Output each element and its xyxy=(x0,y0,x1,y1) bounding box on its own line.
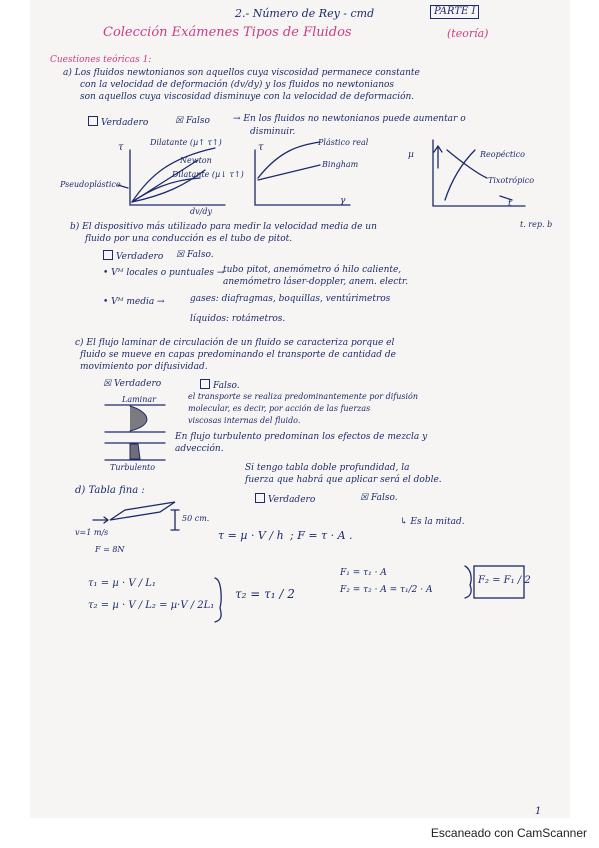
equation-tau2: τ₂ = µ · V / L₂ = µ·V / 2L₁ xyxy=(88,600,215,611)
topic-heading: 2.- Número de Rey - cmd xyxy=(235,7,375,20)
brace-tau xyxy=(215,578,221,622)
qc-option-true: ☒ Verdadero xyxy=(103,379,162,389)
graph1-label-plastic: Dilatante (µ↓ τ↑) xyxy=(172,170,244,179)
qb-checkbox-true xyxy=(103,250,113,260)
qd-option-true: Verdadero xyxy=(255,493,315,505)
section-label: Cuestiones teóricas 1: xyxy=(50,55,152,65)
qd-statement-2: fuerza que habrá que aplicar será el doble. xyxy=(245,475,442,485)
qc-text-2: fluido se mueve en capas predominando el transporte de cantidad de xyxy=(80,350,396,360)
qa-text-1: a) Los fluidos newtonianos son aquellos cuya viscosidad permanece constante xyxy=(63,68,420,78)
equation-f1: F₁ = τ₁ · A xyxy=(340,568,387,578)
graph2-axis-x: γ xyxy=(340,196,346,206)
qb-bullet1-label: • Vᴹ locales o puntuales → xyxy=(103,268,225,278)
graph3-axis-x: t xyxy=(508,199,512,209)
turbulent-note-2: advección. xyxy=(175,444,224,454)
graph3-axis-y: µ xyxy=(408,150,414,160)
qb-bullet1-text-2: anemómetro láser-doppler, anem. electr. xyxy=(223,277,409,287)
page-subtitle: (teoría) xyxy=(447,27,489,40)
qd-checkbox-false-checked: ☒ xyxy=(360,493,369,503)
graph1-axis-y: τ xyxy=(118,142,124,153)
depth-bracket xyxy=(171,510,179,530)
laminar-note-2: molecular, es decir, por acción de las fuerzas xyxy=(188,404,371,413)
scanner-watermark: Escaneado con CamScanner xyxy=(430,826,587,840)
qa-text-2: con la velocidad de deformación (dv/dy) y los fluidos no newtonianos xyxy=(80,80,395,90)
qb-bullet2-text-2: líquidos: rotámetros. xyxy=(190,314,286,324)
qd-checkbox-true xyxy=(255,493,265,503)
qb-text-1: b) El dispositivo más utilizado para medir la velocidad media de un xyxy=(70,222,377,232)
qa-note-2: disminuir. xyxy=(250,127,296,137)
qb-option-false: ☒ Falso. xyxy=(176,250,214,260)
qa-option-false: ☒ Falso xyxy=(175,116,210,126)
graph3-side-note: t. rep. b xyxy=(520,220,553,229)
page-number: 1 xyxy=(535,806,542,817)
graph1-label-dilatante: Dilatante (µ↑ τ↑) xyxy=(150,138,222,147)
laminar-label: Laminar xyxy=(122,395,156,404)
equation-f2: F₂ = τ₂ · A = τ₁/2 · A xyxy=(340,585,433,595)
laminar-note-1: el transporte se realiza predominantemente por difusión xyxy=(188,392,418,401)
depth-label: 50 cm. xyxy=(182,514,210,523)
graph3-label-thixotropic: Tixotrópico xyxy=(488,176,535,185)
equation-tau1: τ₁ = µ · V / L₁ xyxy=(88,578,156,589)
plate-sketch xyxy=(110,502,175,520)
qb-bullet2-label: • Vᴹ media → xyxy=(103,297,165,307)
velocity-label: v=1 m/s xyxy=(75,528,109,537)
qb-checkbox-false-checked: ☒ xyxy=(176,250,185,260)
qa-option-true: Verdadero xyxy=(88,116,148,128)
part-tag: PARTE I xyxy=(430,5,479,19)
qd-answer-note: ↳ Es la mitad. xyxy=(400,517,465,527)
qa-checkbox-true xyxy=(88,116,98,126)
qb-bullet2-text-1: gases: diafragmas, boquillas, ventúrimetros xyxy=(190,294,391,304)
laminar-note-3: viscosas internas del fluido. xyxy=(188,416,301,425)
graph3-label-reopectic: Reopéctico xyxy=(480,150,525,159)
graph2-axis-y: τ xyxy=(258,142,264,153)
qb-option-true: Verdadero xyxy=(103,250,163,262)
page-title: Colección Exámenes Tipos de Fluidos xyxy=(103,25,352,40)
qc-text-3: movimiento por difusividad. xyxy=(80,362,208,372)
graph1-label-newton: Newton xyxy=(180,156,212,165)
velocity-arrow xyxy=(93,517,108,523)
qc-checkbox-false xyxy=(200,379,210,389)
equation-force: ; F = τ · A . xyxy=(290,529,353,542)
graph3-curve-a xyxy=(445,150,475,200)
qc-checkbox-true-checked: ☒ xyxy=(103,379,112,389)
force-label: F = 8N xyxy=(95,545,125,554)
graph1-curve-d xyxy=(132,178,200,202)
graph1-axis-x: dv/dy xyxy=(190,207,212,216)
qd-label: d) Tabla fina : xyxy=(75,485,145,496)
laminar-profile xyxy=(130,406,147,431)
qa-checkbox-false-checked: ☒ xyxy=(175,116,184,126)
qc-text-1: c) El flujo laminar de circulación de un fluido se caracteriza porque el xyxy=(75,338,395,348)
qa-text-3: son aquellos cuya viscosidad disminuye con la velocidad de deformación. xyxy=(80,92,415,102)
qa-note-1: → En los fluidos no newtonianos puede aumentar o xyxy=(233,114,466,124)
equation-final: F₂ = F₁ / 2 xyxy=(478,575,531,586)
turbulent-label: Turbulento xyxy=(110,463,156,472)
brace-forces xyxy=(465,566,471,598)
turbulent-profile xyxy=(130,444,140,459)
qb-bullet1-text-1: tubo pitot, anemómetro ó hilo caliente, xyxy=(223,265,402,275)
graph2-label-bingham: Bingham xyxy=(322,160,359,169)
qd-statement-1: Si tengo tabla doble profundidad, la xyxy=(245,463,410,473)
turbulent-note-1: En flujo turbulento predominan los efectos de mezcla y xyxy=(175,432,428,442)
graph3-arrow-up xyxy=(434,146,442,168)
graph1-left-note: Pseudoplástico xyxy=(60,180,121,189)
equation-tau2-result: τ₂ = τ₁ / 2 xyxy=(235,587,295,601)
qb-text-2: fluido por una conducción es el tubo de pitot. xyxy=(85,234,293,244)
qc-option-false: Falso. xyxy=(200,379,240,391)
graph2-label-real: Plástico real xyxy=(318,138,369,147)
equation-tau: τ = µ · V / h xyxy=(218,529,284,542)
qd-option-false: ☒ Falso. xyxy=(360,493,398,503)
